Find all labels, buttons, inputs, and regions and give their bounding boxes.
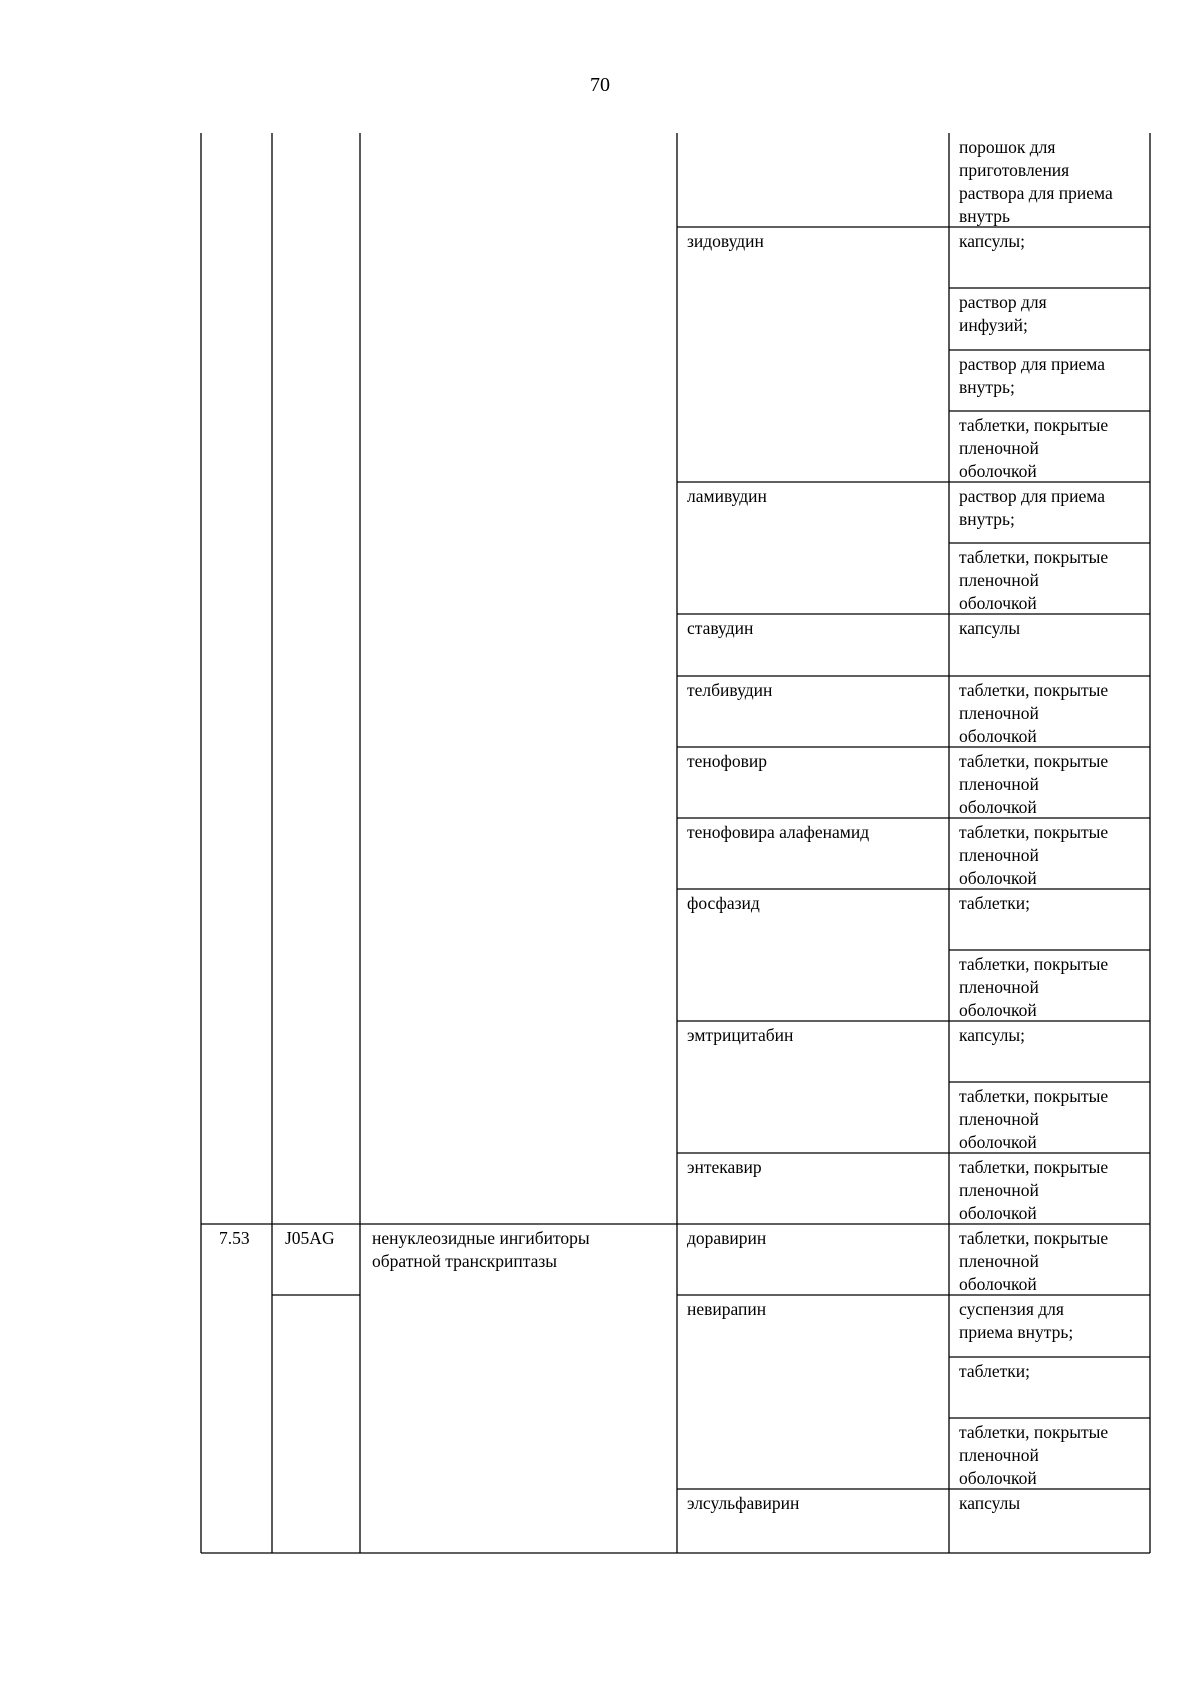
dosage-form: таблетки, покрытые пленочной оболочкой [959, 1422, 1109, 1488]
drug-name: ламивудин [687, 486, 767, 506]
drug-name: невирапин [687, 1299, 767, 1319]
dosage-form: таблетки; [959, 893, 1030, 913]
dosage-form: капсулы; [959, 231, 1026, 251]
drug-name: доравирин [687, 1228, 767, 1248]
dosage-form: таблетки, покрытые пленочной оболочкой [959, 680, 1109, 746]
drug-name: телбивудин [687, 680, 773, 700]
dosage-form: капсулы; [959, 1025, 1026, 1045]
dosage-form: таблетки, покрытые пленочной оболочкой [959, 822, 1109, 888]
dosage-form: капсулы [959, 618, 1021, 638]
dosage-form: раствор для приема внутрь; [959, 486, 1105, 529]
dosage-form: таблетки, покрытые пленочной оболочкой [959, 1228, 1109, 1294]
dosage-form: таблетки, покрытые пленочной оболочкой [959, 751, 1109, 817]
dosage-form: таблетки; [959, 1361, 1030, 1381]
drug-name: фосфазид [687, 893, 760, 913]
drug-name: энтекавир [687, 1157, 762, 1177]
dosage-form: раствор для инфузий; [959, 292, 1047, 335]
dosage-form: таблетки, покрытые пленочной оболочкой [959, 1157, 1109, 1223]
drug-name: эмтрицитабин [687, 1025, 794, 1045]
dosage-form: порошок для приготовления раствора для приема внутрь [959, 137, 1113, 226]
dosage-form: раствор для приема внутрь; [959, 354, 1105, 397]
dosage-form: таблетки, покрытые пленочной оболочкой [959, 547, 1109, 613]
group-number: 7.53 [219, 1228, 250, 1248]
dosage-form: капсулы [959, 1493, 1021, 1513]
drug-name: тенофовира алафенамид [687, 822, 870, 842]
page-number: 70 [590, 74, 610, 96]
dosage-form: таблетки, покрытые пленочной оболочкой [959, 415, 1109, 481]
drug-name: ставудин [687, 618, 754, 638]
dosage-form: таблетки, покрытые пленочной оболочкой [959, 954, 1109, 1020]
drug-name: элсульфавирин [687, 1493, 800, 1513]
drug-name: зидовудин [687, 231, 764, 251]
dosage-form: суспензия для приема внутрь; [959, 1299, 1074, 1342]
dosage-form: таблетки, покрытые пленочной оболочкой [959, 1086, 1109, 1152]
atc-code: J05AG [285, 1228, 335, 1248]
group-name: ненуклеозидные ингибиторы обратной транскриптазы [372, 1228, 590, 1271]
drug-name: тенофовир [687, 751, 767, 771]
